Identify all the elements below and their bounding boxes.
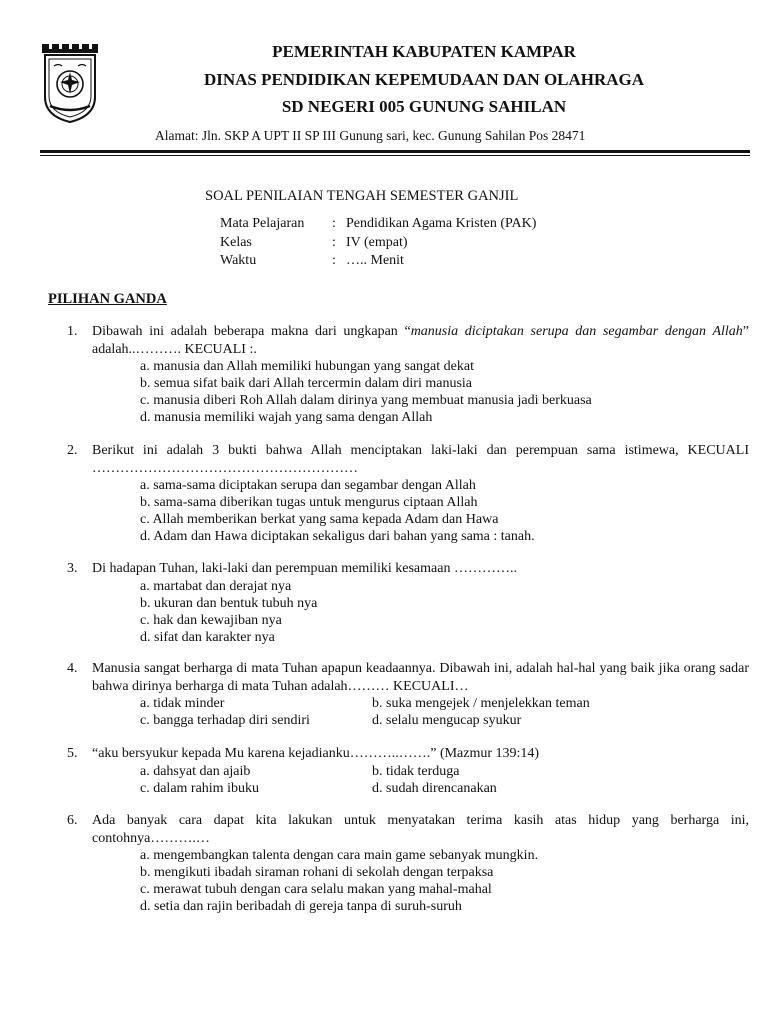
option-grid [140,763,749,797]
option-list [140,847,749,915]
option-d: d. manusia memiliki wajah yang sama dengan Allah [140,410,433,425]
option-b: b. sama-sama diberikan tugas untuk mengurus ciptaan Allah [140,495,478,510]
question-2 [67,442,749,545]
option-d: d. setia dan rajin beribadah di gereja tanpa di suruh-suruh [140,899,462,914]
option-d: d. selalu mengucap syukur [372,713,522,728]
option-list [140,477,749,545]
meta-value: IV (empat) [346,234,408,250]
meta-value: Pendidikan Agama Kristen (PAK) [346,216,537,231]
question-text: Di hadapan Tuhan, laki-laki dan perempuan memiliki kesamaan ………….. [92,561,517,576]
option-c: c. Allah memberikan berkat yang sama kepada Adam dan Hawa [140,512,499,527]
question-text: Manusia sangat berharga di mata Tuhan apapun keadaannya. Dibawah ini, adalah hal-hal yang baik jika orang sadar bahwa dirinya berharga di mata Tuhan adalah……… KECUALI… [92,661,749,694]
option-a: a. mengembangkan talenta dengan cara main game sebanyak mungkin. [140,848,539,863]
option-b: b. semua sifat baik dari Allah tercermin dalam diri manusia [140,376,473,391]
meta-colon: : [332,253,336,268]
section-heading: PILIHAN GANDA [48,291,167,307]
meta-row-time [220,253,536,272]
exam-meta [220,216,536,272]
letterhead-school: SD NEGERI 005 GUNUNG SAHILAN [281,97,567,116]
meta-row-class [220,235,536,254]
option-d: d. sudah direncanakan [372,780,497,796]
question-text: Berikut ini adalah 3 bukti bahwa Allah menciptakan laki-laki dan perempuan sama istimewa, KECUALI ………………………………………………… [92,443,749,476]
exam-title: SOAL PENILAIAN TENGAH SEMESTER GANJIL [205,188,519,204]
meta-colon: : [332,234,336,250]
option-b: b. tidak terduga [372,763,460,779]
letterhead-department: DINAS PENDIDIKAN KEPEMUDAAN DAN OLAHRAGA [203,70,645,89]
question-number: 1. [67,324,78,339]
question-6 [67,812,749,915]
question-text: Ada banyak cara dapat kita lakukan untuk menyatakan terima kasih atas hidup yang berharga ini, contohnya……….… [92,813,749,846]
meta-value: ….. Menit [346,253,404,268]
question-text-italic: manusia diciptakan serupa dan segambar dengan Allah [410,324,743,339]
question-number: 5. [67,746,78,761]
question-1 [67,323,749,426]
option-grid [140,695,749,729]
meta-colon: : [332,216,336,231]
meta-label: Kelas [220,234,252,250]
option-b: b. ukuran dan bentuk tubuh nya [140,595,318,611]
option-c: c. dalam rahim ibuku [140,780,259,796]
meta-label: Mata Pelajaran [220,216,305,231]
option-a: a. dahsyat dan ajaib [140,763,251,779]
question-text-part: ” adalah..………. KECUALI :. [92,324,750,357]
question-3 [67,560,749,646]
option-c: c. hak dan kewajiban nya [140,612,282,628]
question-text: “aku bersyukur kepada Mu karena kejadianku………..…….” (Mazmur 139:14) [92,746,540,761]
meta-row-subject [220,216,536,235]
question-4 [67,660,749,729]
letterhead-rule-thin [40,155,750,156]
option-a: a. sama-sama diciptakan serupa dan segambar dengan Allah [140,478,476,493]
option-a: a. martabat dan derajat nya [140,578,292,594]
option-list [140,578,749,646]
option-c: c. manusia diberi Roh Allah dalam dirinya yang membuat manusia jadi berkuasa [140,393,592,408]
question-number: 2. [67,443,78,458]
question-text [92,323,749,358]
option-b: b. mengikuti ibadah siraman rohani di sekolah dengan terpaksa [140,865,494,880]
letterhead-rule-thick [40,150,750,153]
letterhead-government: PEMERINTAH KABUPATEN KAMPAR [272,42,576,61]
question-number: 6. [67,813,78,828]
option-d: d. Adam dan Hawa diciptakan sekaligus dari bahan yang sama : tanah. [140,529,535,544]
letterhead-address: Alamat: Jln. SKP A UPT II SP III Gunung sari, kec. Gunung Sahilan Pos 28471 [155,128,586,143]
option-c: c. merawat tubuh dengan cara selalu makan yang mahal-mahal [140,882,492,897]
meta-label: Waktu [220,253,257,268]
option-list [140,358,749,426]
option-d: d. sifat dan karakter nya [140,629,275,645]
option-c: c. bangga terhadap diri sendiri [140,713,310,728]
option-a: a. tidak minder [140,696,225,711]
question-number: 3. [67,561,78,576]
question-number: 4. [67,661,78,676]
question-5 [67,745,749,797]
option-b: b. suka mengejek / menjelekkan teman [372,696,590,711]
option-a: a. manusia dan Allah memiliki hubungan yang sangat dekat [140,359,474,374]
question-text-part: Dibawah ini adalah beberapa makna dari ungkapan “ [92,324,411,339]
